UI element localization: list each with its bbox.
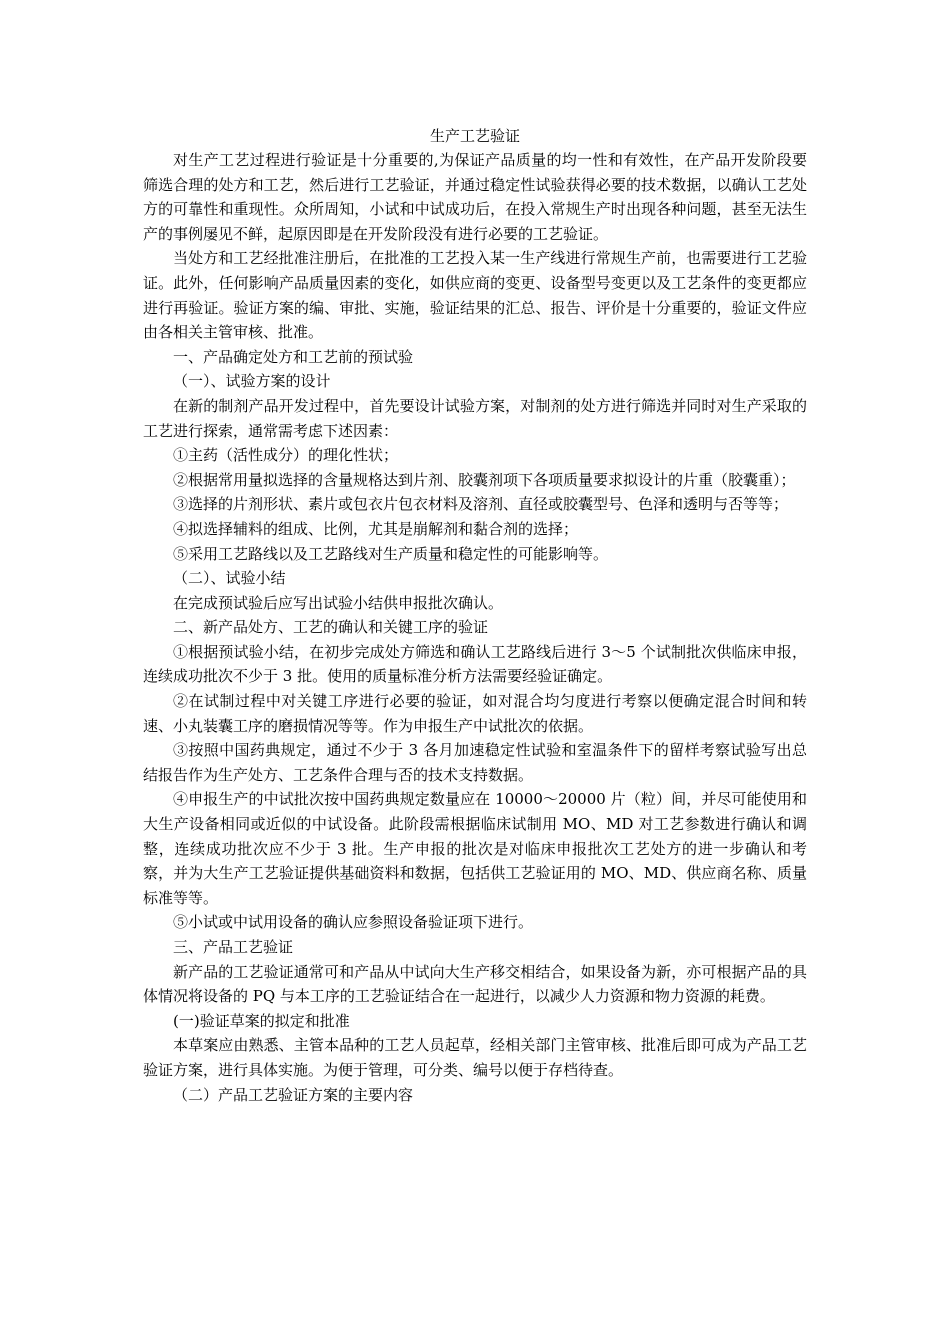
paragraph-approval: 当处方和工艺经批准注册后，在批准的工艺投入某一生产线进行常规生产前，也需要进行工艺验证。此外，任何影响产品质量因素的变化，如供应商的变更、设备型号变更以及工艺条件的变更都应进行再验证。验证方案的编、审批、实施，验证结果的汇总、报告、评价是十分重要的，验证文件应由各相关主管审核、批准。: [143, 249, 807, 342]
subsection-heading-3-1: (一)验证草案的拟定和批准: [173, 1011, 350, 1030]
list-item-4: ④拟选择辅料的组成、比例，尤其是崩解剂和黏合剂的选择；: [173, 519, 579, 538]
subsection-heading-1-1: （一）、试验方案的设计: [173, 372, 331, 391]
list-item-5: ⑤采用工艺路线以及工艺路线对生产质量和稳定性的可能影响等。: [173, 544, 609, 563]
list-item-2-4: ④申报生产的中试批次按中国药典规定数量应在 10000～20000 片（粒）间，并尽可能使用和大生产设备相同或近似的中试设备。此阶段需根据临床试制用 MO、MD 对工艺参数进行确认和调整，连续成功批次应不少于 3 批。生产申报的批次是对临床申报批次工艺处方的进一步确认和考察，并为大生产工艺验证提供基础资料和数据，包括供工艺验证用的 MO、MD、供应商名称、质量标准等等。: [143, 790, 807, 907]
subsection-heading-1-2: （二）、试验小结: [173, 569, 286, 588]
section-heading-1: 一、产品确定处方和工艺前的预试验: [173, 347, 414, 366]
list-item-1: ①主药（活性成分）的理化性状；: [173, 446, 399, 465]
subsection-heading-3-2: （二）产品工艺验证方案的主要内容: [173, 1085, 414, 1104]
document-body: [143, 148, 807, 1107]
list-item-3: ③选择的片剂形状、素片或包衣片包衣材料及溶剂、直径或胶囊型号、色泽和透明与否等等；: [173, 495, 789, 514]
paragraph-design: 在新的制剂产品开发过程中，首先要设计试验方案，对制剂的处方进行筛选并同时对生产采取的工艺进行探索，通常需考虑下述因素：: [143, 396, 807, 440]
list-item-2: ②根据常用量拟选择的含量规格达到片剂、胶囊剂项下各项质量要求拟设计的片重（胶囊重）；: [173, 470, 796, 489]
list-item-2-2: ②在试制过程中对关键工序进行必要的验证，如对混合均匀度进行考察以便确定混合时间和转速、小丸装囊工序的磨损情况等等。作为申报生产中试批次的依据。: [143, 692, 807, 735]
paragraph-summary: 在完成预试验后应写出试验小结供申报批次确认。: [173, 593, 504, 612]
document-title: 生产工艺验证: [429, 127, 520, 145]
paragraph-intro: 对生产工艺过程进行验证是十分重要的,为保证产品质量的均一性和有效性，在产品开发阶段要筛选合理的处方和工艺，然后进行工艺验证，并通过稳定性试验获得必要的技术数据，以确认工艺处方的可靠性和重现性。众所周知，小试和中试成功后，在投入常规生产时出现各种问题，甚至无法生产的事例屡见不鲜，起原因即是在开发阶段没有进行必要的工艺验证。: [143, 151, 807, 243]
list-item-2-1: ①根据预试验小结，在初步完成处方筛选和确认工艺路线后进行 3～5 个试制批次供临床申报，连续成功批次不少于 3 批。使用的质量标准分析方法需要经验证确定。: [143, 642, 807, 686]
paragraph-validation: 新产品的工艺验证通常可和产品从中试向大生产移交相结合，如果设备为新，亦可根据产品的具体情况将设备的 PQ 与本工序的工艺验证结合在一起进行，以减少人力资源和物力资源的耗费。: [143, 962, 807, 1006]
section-heading-2: 二、新产品处方、工艺的确认和关键工序的验证: [173, 618, 489, 637]
list-item-2-5: ⑤小试或中试用设备的确认应参照设备验证项下进行。: [173, 913, 534, 932]
paragraph-draft: 本草案应由熟悉、主管本品种的工艺人员起草，经相关部门主管审核、批准后即可成为产品工艺验证方案，进行具体实施。为便于管理，可分类、编号以便于存档待查。: [143, 1036, 807, 1079]
section-heading-3: 三、产品工艺验证: [173, 938, 294, 956]
list-item-2-3: ③按照中国药典规定，通过不少于 3 各月加速稳定性试验和室温条件下的留样考察试验写出总结报告作为生产处方、工艺条件合理与否的技术支持数据。: [143, 741, 807, 784]
